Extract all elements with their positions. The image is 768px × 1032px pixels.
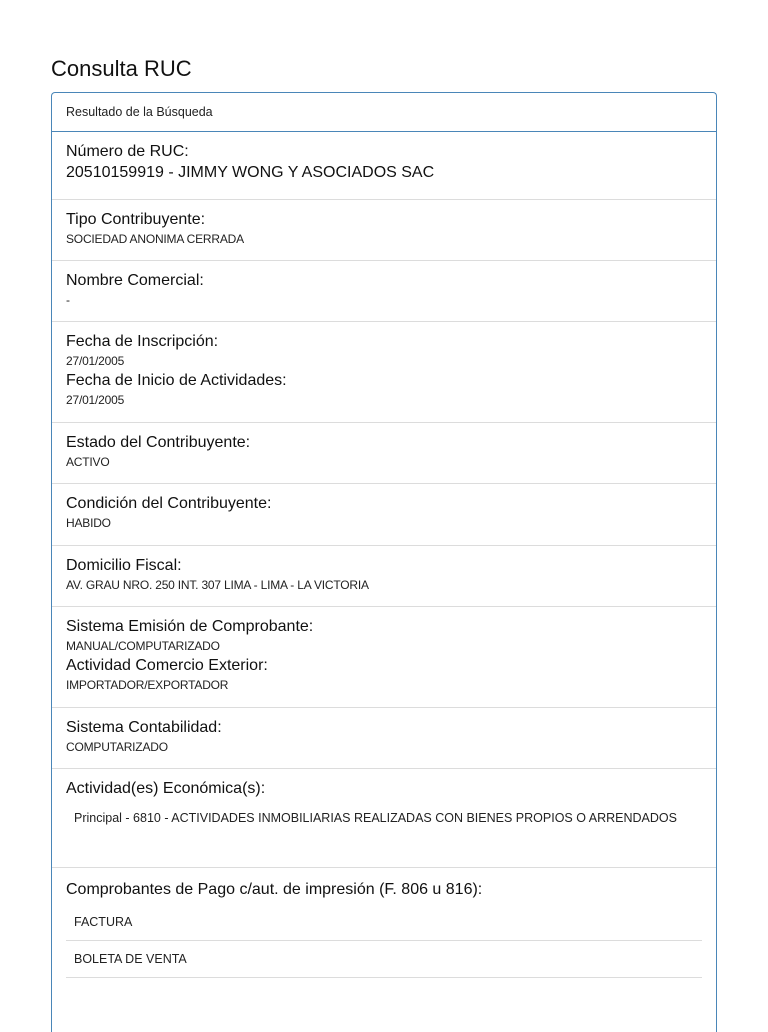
condicion-row [52,484,716,546]
tipo-contribuyente-label: Tipo Contribuyente: [66,211,206,228]
actividades-row [52,769,716,868]
comprobantes-label: Comprobantes de Pago c/aut. de impresión (F. 806 u 816): [66,881,483,898]
emision-label: Sistema Emisión de Comprobante: [66,618,314,635]
nombre-comercial-row [52,261,716,322]
sistemas-row [52,607,716,708]
contabilidad-label: Sistema Contabilidad: [66,719,222,736]
domicilio-row [52,546,716,607]
comprobante-item: FACTURA [66,904,702,941]
emision-value: MANUAL/COMPUTARIZADO [66,639,220,653]
page-title: Consulta RUC [51,56,192,81]
ruc-value: 20510159919 - JIMMY WONG Y ASOCIADOS SAC [66,164,435,181]
card-header: Resultado de la Búsqueda [52,93,716,132]
fechas-row [52,322,716,423]
actividad-item: Principal - 6810 - ACTIVIDADES INMOBILIARIAS REALIZADAS CON BIENES PROPIOS O ARRENDADOS [74,811,677,825]
comercio-exterior-value: IMPORTADOR/EXPORTADOR [66,678,229,692]
fecha-inicio-label: Fecha de Inicio de Actividades: [66,372,287,389]
nombre-comercial-label: Nombre Comercial: [66,272,204,289]
fecha-inscripcion-label: Fecha de Inscripción: [66,333,219,350]
estado-value: ACTIVO [66,455,110,469]
domicilio-label: Domicilio Fiscal: [66,557,182,574]
comprobante-item: BOLETA DE VENTA [66,941,702,978]
nombre-comercial-value: - [66,293,70,307]
comercio-exterior-label: Actividad Comercio Exterior: [66,657,268,674]
domicilio-value: AV. GRAU NRO. 250 INT. 307 LIMA - LIMA - LA VICTORIA [66,578,369,592]
ruc-label: Número de RUC: [66,143,189,160]
contabilidad-row [52,708,716,769]
condicion-value: HABIDO [66,516,111,530]
actividades-label: Actividad(es) Económica(s): [66,780,266,797]
tipo-contribuyente-value: SOCIEDAD ANONIMA CERRADA [66,232,244,246]
ruc-row [52,132,716,200]
contabilidad-value: COMPUTARIZADO [66,740,168,754]
fecha-inscripcion-value: 27/01/2005 [66,354,125,368]
estado-row [52,423,716,484]
tipo-contribuyente-row [52,200,716,261]
comprobantes-row [52,868,716,986]
fecha-inicio-value: 27/01/2005 [66,393,125,407]
result-card [51,92,717,1032]
condicion-label: Condición del Contribuyente: [66,495,272,512]
estado-label: Estado del Contribuyente: [66,434,251,451]
